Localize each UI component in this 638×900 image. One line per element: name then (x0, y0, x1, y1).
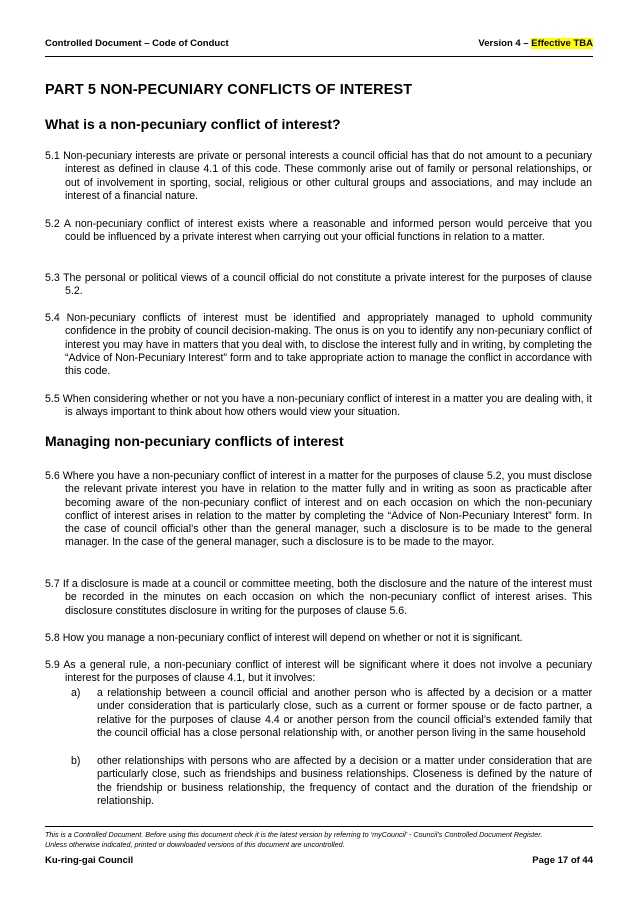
footer-note-line1: This is a Controlled Document. Before using this document check it is the latest version by referring to ‘myCouncil’ - Council’s Controlled Document Register. (45, 830, 543, 839)
section-heading-managing: Managing non-pecuniary conflicts of interest (45, 433, 344, 449)
clause-5-8 (45, 632, 592, 645)
clause-5-4 (45, 312, 592, 378)
section-heading-what-is: What is a non-pecuniary conflict of interest? (45, 116, 341, 132)
clause-5-3 (45, 272, 592, 299)
clause-5-5 (45, 393, 592, 420)
clause-text: How you manage a non-pecuniary conflict of interest will depend on whether or not it is significant. (62, 632, 523, 644)
header-title: Controlled Document – Code of Conduct (45, 38, 229, 49)
page-header (45, 38, 593, 54)
clause-5-9 (45, 659, 592, 686)
subitem-label: b) (71, 755, 81, 767)
clause-number: 5.3 (45, 272, 60, 284)
clause-number: 5.7 (45, 578, 60, 590)
part-title: PART 5 NON-PECUNIARY CONFLICTS OF INTEREST (45, 82, 413, 98)
subitem-b (71, 755, 592, 808)
clause-text: As a general rule, a non-pecuniary conflict of interest will be significant where it does not involve a pecuniary interest for the purposes of clause 4.1, but it involves: (63, 659, 593, 685)
clause-text: The personal or political views of a council official do not constitute a private interest for the purposes of clause 5.2. (63, 272, 592, 298)
clause-number: 5.2 (45, 218, 60, 230)
clause-5-1 (45, 150, 592, 203)
footer-note-line2: Unless otherwise indicated, printed or downloaded versions of this document are uncontrolled. (45, 839, 345, 849)
clause-text: Non-pecuniary interests are private or personal interests a council official has that do not amount to a pecuniary interest as defined in clause 4.1 of this code. These commonly arise out of family or personal relationships, or out of involvement in sporting, social, religious or other cultural groups and associations, and may include an interest of a financial nature. (63, 150, 592, 202)
clause-number: 5.8 (45, 632, 60, 644)
header-divider (45, 56, 593, 57)
clause-number: 5.1 (45, 150, 60, 162)
subitem-text: other relationships with persons who are affected by a decision or a matter under consideration that are particularly close, such as friendships and business relationships. Closeness is defined by the nature of the friendship or business relationship, the frequency of contact and the duration of the friendship or relationship. (97, 755, 592, 807)
clause-5-6 (45, 470, 592, 550)
footer-controlled-note (45, 830, 593, 849)
footer-divider (45, 826, 593, 827)
clause-number: 5.4 (45, 312, 60, 324)
header-version (478, 38, 593, 49)
clause-text: Where you have a non-pecuniary conflict of interest in a matter for the purposes of clause 5.2, you must disclose the relevant private interest you have in relation to the matter fully and in writing as soon as practicable after becoming aware of the non-pecuniary conflict of interest and on each occasion on which the non-pecuniary conflict of interest arises in relation to the matter by completing the “Advice of Non-Pecuniary Interest” form. In the case of council official’s other than the general manager, such a disclosure is to be made to the general manager. In the case of the general manager, such a disclosure is to be made to the mayor. (62, 470, 592, 549)
footer-organisation: Ku-ring-gai Council (45, 855, 134, 866)
subitem-label: a) (71, 687, 81, 699)
clause-5-2 (45, 218, 592, 245)
clause-number: 5.5 (45, 393, 60, 405)
clause-text: A non-pecuniary conflict of interest exists where a reasonable and informed person would perceive that you could be influenced by a private interest when carrying out your official functions in relation to a matter. (63, 218, 592, 244)
header-effective-highlight: Effective TBA (531, 38, 593, 49)
clause-text: Non-pecuniary conflicts of interest must be identified and appropriately managed to uphold community confidence in the probity of council decision-making. The onus is on you to identify any non-pecuniary conflict of interest you may have in matters that you deal with, to disclose the interest fully and in writing, by completing the “Advice of Non-Pecuniary Interest” form and to take appropriate action to manage the conflict in accordance with this code. (65, 312, 592, 378)
clause-text: When considering whether or not you have a non-pecuniary conflict of interest in a matter you are dealing with, it is always important to think about how others would view your situation. (62, 393, 592, 419)
footer-page-number: Page 17 of 44 (532, 855, 593, 866)
header-version-prefix: Version 4 – (478, 38, 532, 49)
clause-number: 5.9 (45, 659, 60, 671)
subitem-text: a relationship between a council official and another person who is affected by a decision or a matter under consideration that is particularly close, such as a current or former spouse or de facto partner, a relative for the purposes of clause 4.4 or another person from the council official’s extended family that the council official has a close personal relationship with, or another person living in the same household (97, 687, 592, 739)
subitem-a (71, 687, 592, 740)
clause-5-7 (45, 578, 592, 618)
clause-number: 5.6 (45, 470, 60, 482)
clause-text: If a disclosure is made at a council or committee meeting, both the disclosure and the nature of the interest must be recorded in the minutes on each occasion on which the non-pecuniary conflict of interest arises. This disclosure constitutes disclosure in writing for the purposes of clause 5.6. (62, 578, 592, 617)
